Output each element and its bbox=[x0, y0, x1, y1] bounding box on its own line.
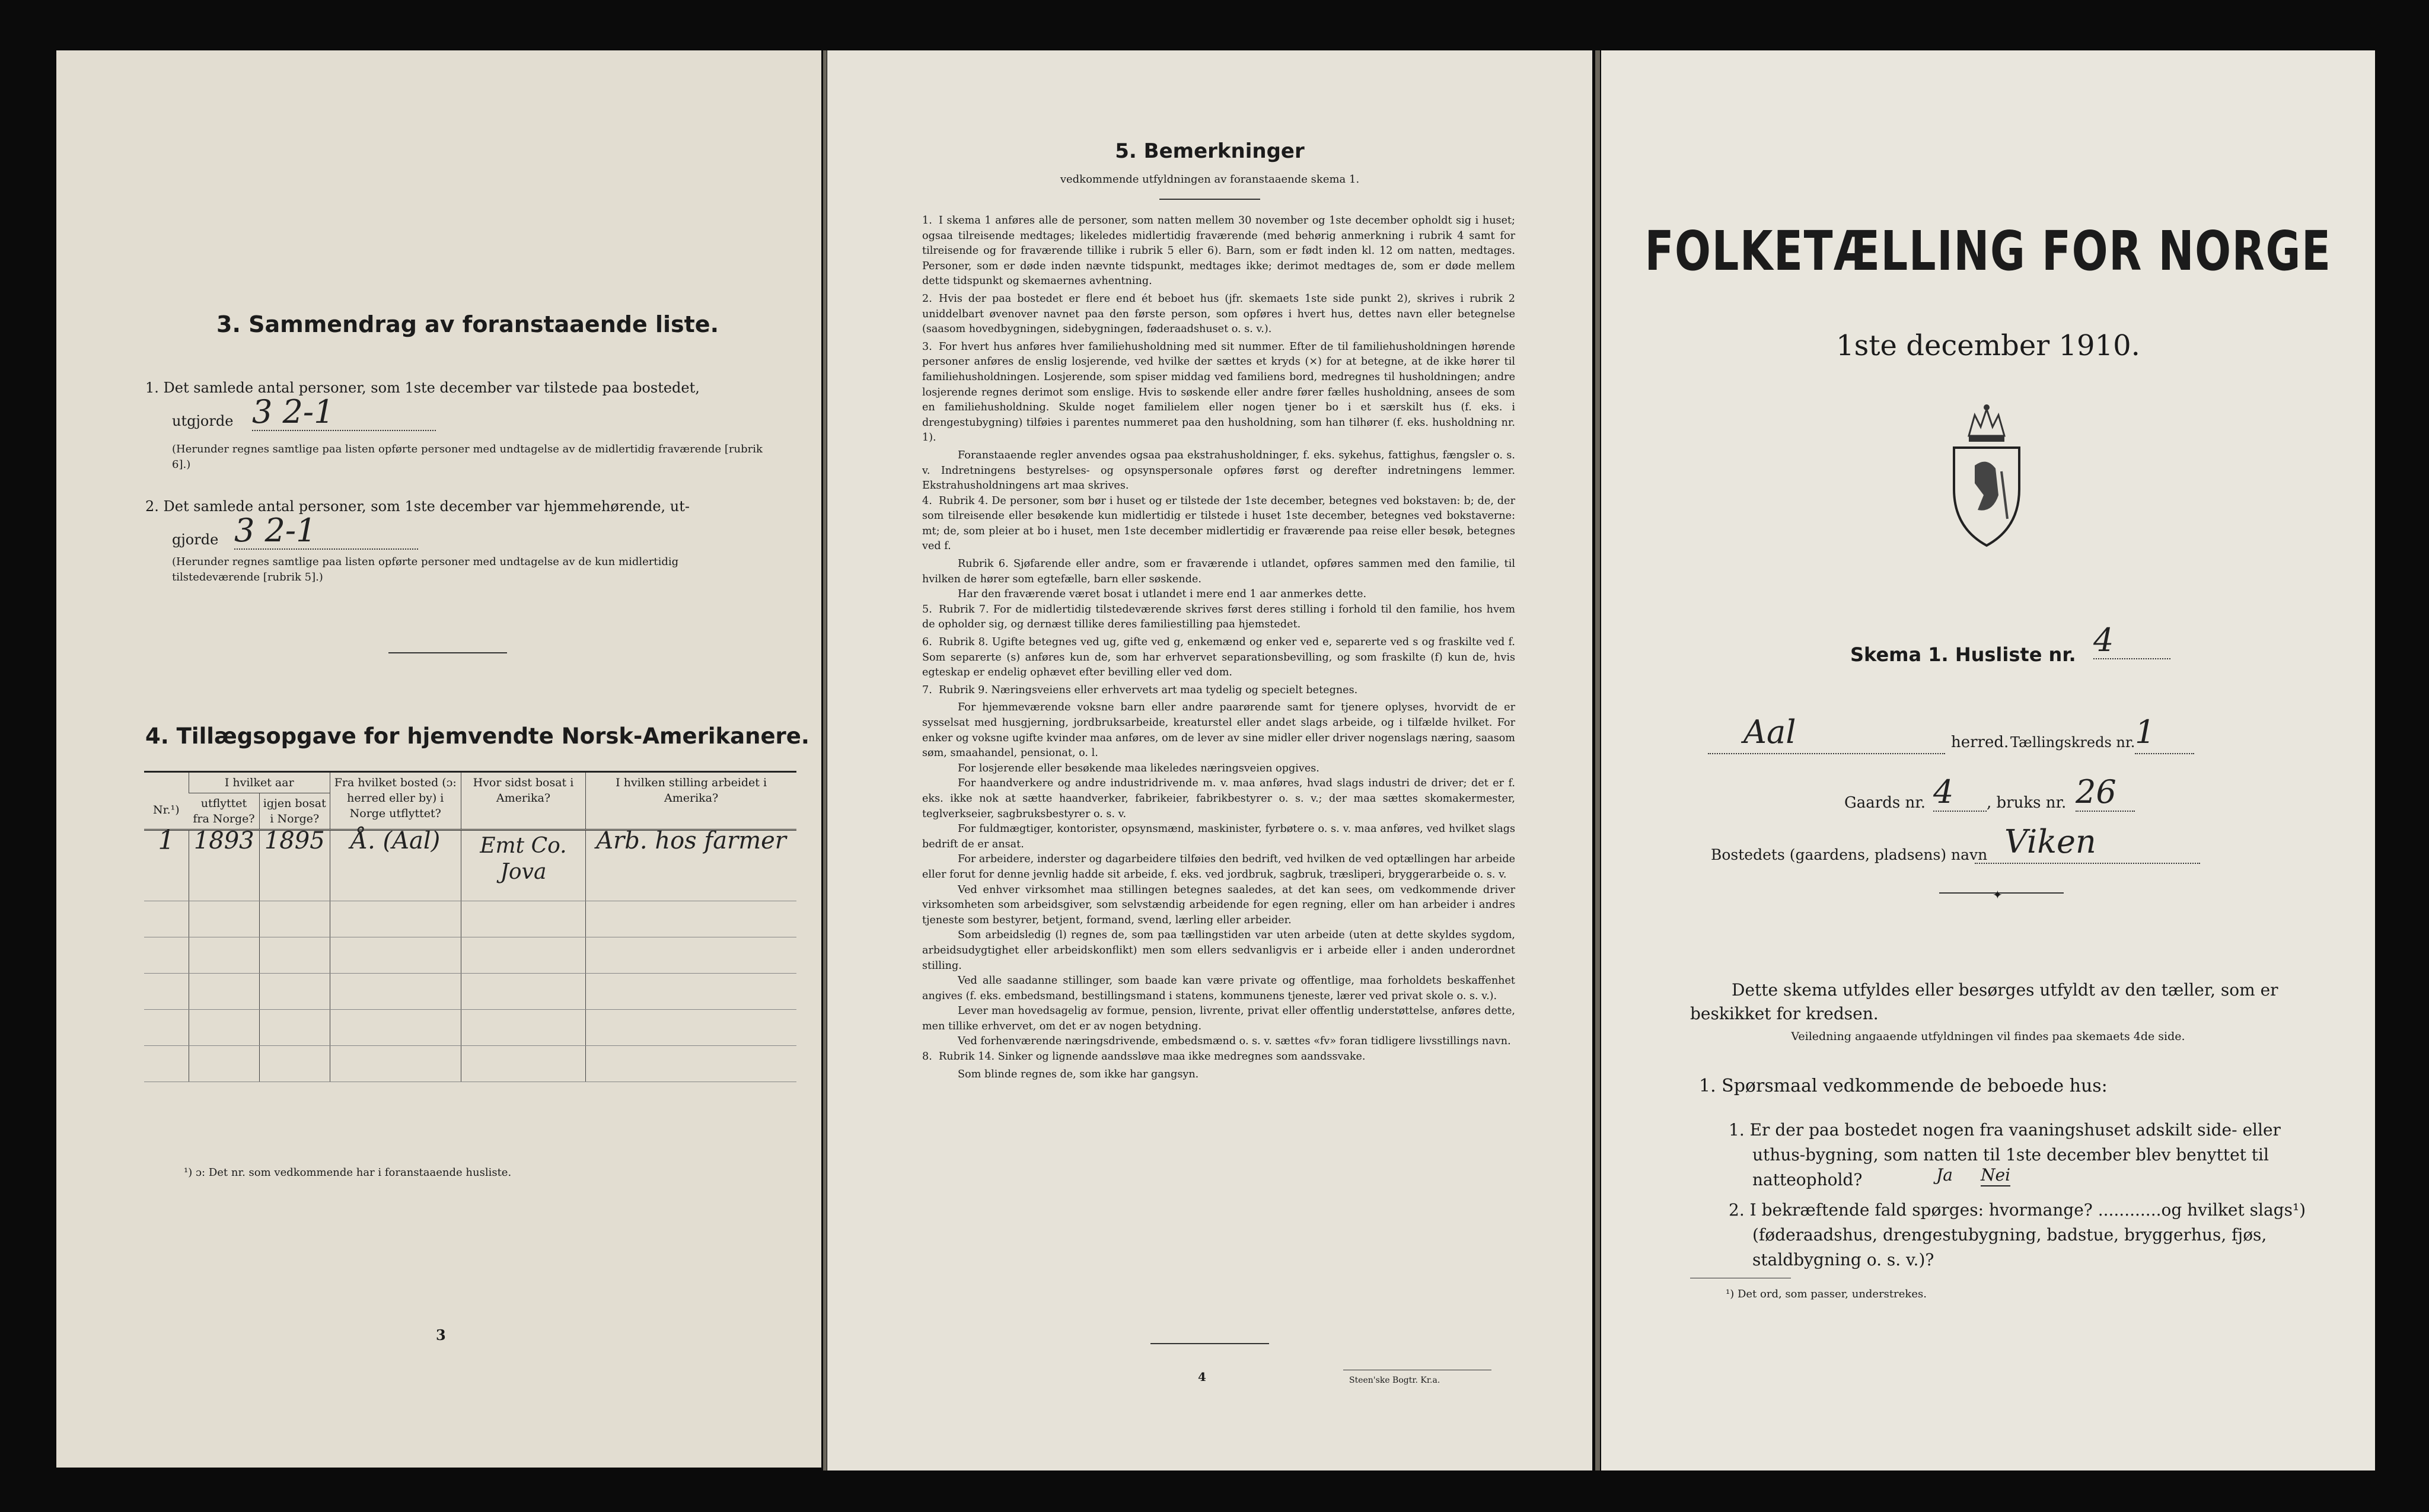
kreds-value[interactable]: 1 bbox=[2135, 712, 2194, 754]
remark-item bbox=[922, 292, 1515, 337]
remarks-list bbox=[922, 213, 1515, 1082]
remark-text: Rubrik 7. For de midlertidig tilstedeværende skrives først deres stilling i forhold til den familie, hos hvem de opholder sig, og dernæst tillike deres familiestilling paa hjemstedet. bbox=[922, 603, 1515, 631]
q2-prefix: gjorde bbox=[172, 531, 219, 548]
remark-item bbox=[922, 776, 1515, 822]
remark-item bbox=[922, 448, 1515, 494]
remark-item bbox=[922, 974, 1515, 1004]
col-year-group: I hvilket aar bbox=[189, 772, 330, 793]
remark-item bbox=[922, 494, 1515, 554]
remark-text: Hvis der paa bostedet er flere end ét beboet hus (jfr. skemaets 1ste side punkt 2), skrives i rubrik 2 uniddelbart øvenover navnet paa den første person, som opføres i hvert hus, dettes navn eller betegnelse (saasom hovedbygningen, sidebygningen, føderaadshuset o. s. v.). bbox=[922, 292, 1515, 336]
col-nr: Nr.¹) bbox=[144, 772, 189, 830]
q2-value[interactable]: 3 2-1 bbox=[234, 513, 418, 550]
page-number: 3 bbox=[436, 1326, 446, 1344]
q2-text: 2. Det samlede antal personer, som 1ste december var hjemmehørende, ut- bbox=[145, 498, 690, 515]
remark-text: Som arbeidsledig (l) regnes de, som paa tællingstiden var uten arbeide (uten at dette skyldes sygdom, arbeidsudygtighet eller arbeidskonflikt) men som ellers sedvanligvis er i arbeide eller i anden underordnet stilling. bbox=[922, 929, 1515, 972]
remark-text: For losjerende eller besøkende maa likeledes næringsveien opgives. bbox=[958, 762, 1319, 774]
remark-number: 2. bbox=[922, 292, 932, 305]
bruks-value[interactable]: 26 bbox=[2076, 774, 2135, 812]
husliste-number[interactable]: 4 bbox=[2093, 623, 2170, 659]
page-middle bbox=[827, 50, 1592, 1470]
remark-text: Rubrik 9. Næringsveiens eller erhvervets art maa tydelig og specielt betegnes. bbox=[939, 684, 1358, 696]
remark-number: 4. bbox=[922, 495, 932, 507]
kreds-label: Tællingskreds nr. bbox=[2010, 734, 2135, 751]
remark-number: 1. bbox=[922, 215, 932, 227]
remark-text: Ved alle saadanne stillinger, som baade kan være private og offentlige, maa forholdets beskaffenhet angives (f. eks. embedsmand, bestillingsmand i statens, kommunens tjeneste, lærer ved privat skole o. s. v.). bbox=[922, 975, 1515, 1002]
bruks-label: , bruks nr. bbox=[1987, 794, 2067, 812]
remarks-subtitle: vedkommende utfyldningen av foranstaaende skema 1. bbox=[1060, 173, 1360, 186]
col-occupation: I hvilken stilling arbeidet i Amerika? bbox=[586, 772, 796, 830]
q2-note: (Herunder regnes samtlige paa listen opførte personer med undtagelse av de kun midlertidig tilstedeværende [rubrik 5].) bbox=[172, 556, 679, 583]
cell-occupation[interactable]: Arb. hos farmer bbox=[586, 830, 796, 901]
remark-item bbox=[922, 928, 1515, 974]
q1-note: (Herunder regnes samtlige paa listen opførte personer med undtagelse av de midlertidig fraværende [rubrik 6].) bbox=[172, 443, 763, 471]
section-4-title: 4. Tillægsopgave for hjemvendte Norsk-Amerikanere. bbox=[145, 723, 809, 749]
page-left bbox=[56, 50, 821, 1468]
cell-last-place[interactable]: Emt Co. Jova bbox=[461, 830, 586, 901]
herred-label: herred. bbox=[1951, 733, 2009, 751]
remark-text: Rubrik 8. Ugifte betegnes ved ug, gifte ved g, enkemænd og enker ved e, separerte ved s og fraskilte ved f. Som separerte (s) anføres kun de, som har erhvervet separationsbevilling, og som fraskilte (f) kun de, hvis egteskap er endelig ophævet efter bevilling eller ved dom. bbox=[922, 636, 1515, 679]
q1-prefix: utgjorde bbox=[172, 413, 234, 429]
remark-item bbox=[922, 883, 1515, 929]
remark-item bbox=[922, 852, 1515, 882]
remark-text: Lever man hovedsagelig av formue, pension, livrente, privat eller offentlig understøttelse, anføres dette, men tillike erhvervet, om det er av nogen betydning. bbox=[922, 1005, 1515, 1032]
table-row bbox=[144, 974, 796, 1010]
answer-nei[interactable]: Nei bbox=[1981, 1165, 2010, 1186]
table-row bbox=[144, 1010, 796, 1046]
question-1: 1. Er der paa bostedet nogen fra vaaningshuset adskilt side- eller uthus-bygning, som natten til 1ste december blev benyttet til natteophold? bbox=[1729, 1120, 2281, 1189]
col-last-place: Hvor sidst bosat i Amerika? bbox=[461, 772, 586, 830]
remark-item bbox=[922, 635, 1515, 681]
remark-text: Foranstaaende regler anvendes ogsaa paa ekstrahusholdninger, f. eks. sykehus, fattighus, fængsler o. s. v. Indretningens bestyrelses- og opsynspersonale opføres først og derefter indretningens lemmer. Ekstrahusholdningens art maa skrives. bbox=[922, 449, 1515, 492]
remark-text: Ved enhver virksomhet maa stillingen betegnes saaledes, at det kan sees, om vedkommende driver virksomheten som arbeidsgiver, som selvstændig arbeidende for egen regning, eller om han arbeider i andres tjeneste som bestyrer, betjent, formand, svend, lærling eller arbeider. bbox=[922, 883, 1515, 926]
remark-text: Har den fraværende været bosat i utlandet i mere end 1 aar anmerkes dette. bbox=[958, 588, 1367, 601]
col-emigrated: utflyttet fra Norge? bbox=[189, 793, 259, 830]
remark-text: Som blinde regnes de, som ikke har gangsyn. bbox=[958, 1068, 1199, 1080]
table-row bbox=[144, 901, 796, 937]
ornament-icon: ✦ bbox=[1993, 888, 2003, 902]
remark-item bbox=[922, 761, 1515, 777]
printer-mark: Steen'ske Bogtr. Kr.a. bbox=[1349, 1376, 1440, 1385]
gaards-label: Gaards nr. bbox=[1844, 794, 1926, 812]
q1-value[interactable]: 3 2-1 bbox=[252, 394, 436, 431]
spine-left bbox=[823, 50, 827, 1470]
cell-returned[interactable]: 1895 bbox=[259, 830, 330, 901]
remark-item bbox=[922, 1050, 1515, 1065]
table-row bbox=[144, 937, 796, 974]
returnees-table bbox=[144, 771, 796, 1082]
question-2: 2. I bekræftende fald spørges: hvormange? ............og hvilket slags¹) (føderaadshus, drengestubygning, badstue, bryggerhus, fjøs, staldbygning o. s. v.)? bbox=[1729, 1200, 2306, 1269]
remark-item bbox=[922, 683, 1515, 698]
remark-number: 5. bbox=[922, 603, 932, 615]
table-row bbox=[144, 1046, 796, 1082]
remark-number: 3. bbox=[922, 340, 932, 353]
remark-text: Ved forhenværende næringsdrivende, embedsmænd o. s. v. sættes «fv» foran tidligere livsstillings navn. bbox=[958, 1035, 1511, 1048]
remark-text: For arbeidere, inderster og dagarbeidere tilføies den bedrift, ved hvilken de ved optællingen har arbeide eller forut for denne jevnlig hadde sit arbeide, f. eks. ved jordbruk, sagbruk, træsliperi, bryggerarbeide o. s. v. bbox=[922, 853, 1515, 881]
col-returned: igjen bosat i Norge? bbox=[259, 793, 330, 830]
bosted-value[interactable]: Viken bbox=[1975, 821, 2200, 864]
remark-item bbox=[922, 340, 1515, 446]
col-origin: Fra hvilket bosted (ɔ: herred eller by) i Norge utflyttet? bbox=[330, 772, 461, 830]
remark-item bbox=[922, 1067, 1515, 1083]
herred-value[interactable]: Aal bbox=[1708, 712, 1945, 754]
census-title: FOLKETÆLLING FOR NORGE bbox=[1644, 219, 2332, 283]
remark-text: For hjemmeværende voksne barn eller andre paarørende samt for tjenere oplyses, hvorvidt de er sysselsat med husgjerning, jordbruksarbeide, kreaturstel eller andet slags arbeide, og i tilfælde hvilket. For enker og voksne ugifte kvinder maa anføres, om de lever av sine midler eller driver nogenslags næring, saasom søm, smaahandel, pensionat, o. l. bbox=[922, 701, 1515, 760]
coat-of-arms-icon bbox=[1942, 400, 2031, 548]
section-3-title: 3. Sammendrag av foranstaaende liste. bbox=[216, 311, 719, 337]
skema-label: Skema 1. Husliste nr. bbox=[1850, 643, 2076, 666]
remark-item bbox=[922, 1004, 1515, 1034]
remark-text: I skema 1 anføres alle de personer, som natten mellem 30 november og 1ste december opholdt sig i huset; ogsaa tilreisende medtages; likeledes midlertidig fraværende (med behørig anmerkning i rubrik 4 samt for tilreisende og for fraværende tillike i rubrik 5 eller 6). Barn, som er født inden kl. 12 om natten, medtages. Personer, som er døde inden nævnte tidspunkt, medtages ikke; derimot medtages de, som er døde mellem dette tidspunkt og skemaernes avhentning. bbox=[922, 215, 1515, 288]
remark-number: 7. bbox=[922, 684, 932, 696]
cell-origin[interactable]: Å. (Aal) bbox=[330, 830, 461, 901]
spine-right bbox=[1595, 50, 1600, 1470]
remark-number: 6. bbox=[922, 636, 932, 649]
cell-nr[interactable]: 1 bbox=[144, 830, 189, 901]
census-date: 1ste december 1910. bbox=[1836, 329, 2140, 362]
remark-item bbox=[922, 822, 1515, 852]
cell-emigrated[interactable]: 1893 bbox=[189, 830, 259, 901]
intro-text: Dette skema utfyldes eller besørges utfyldt av den tæller, som er beskikket for kredsen. bbox=[1690, 980, 2278, 1023]
remark-text: For hvert hus anføres hver familiehusholdning med sit nummer. Efter de til familiehusholdningen hørende personer anføres de enslig losjerende, ved hvilke der sættes et kryds (×) for at betegne, at de ikke hører til familiehusholdningen. Losjerende, som spiser middag ved familiens bord, medregnes til husholdningen; andre losjerende regnes derimot som enslige. Hvis to søskende eller andre fører fælles husholdning, ansees de som en familiehusholdning. Skulde noget familielem eller nogen tjener bo i et særskilt hus (f. eks. i drengestubygning) tilføies i parentes nummeret paa den husholdning, som han tilhører (f. eks. husholdning nr. 1). bbox=[922, 340, 1515, 444]
questions-title: 1. Spørsmaal vedkommende de beboede hus: bbox=[1699, 1076, 2108, 1096]
answer-ja[interactable]: Ja bbox=[1936, 1165, 1953, 1185]
remark-item bbox=[922, 557, 1515, 587]
remark-item bbox=[922, 213, 1515, 289]
table-footnote: ¹) ɔ: Det nr. som vedkommende har i foranstaaende husliste. bbox=[184, 1166, 512, 1179]
remark-number: 8. bbox=[922, 1051, 932, 1063]
remark-text: For haandverkere og andre industridrivende m. v. maa anføres, hvad slags industri de driver; det er f. eks. ikke nok at sætte haandverker, fabrikeier, fabrikbestyrer o. s. v.; der maa sættes skomakermester, teglverkseier, sagbruksbestyrer o. s. v. bbox=[922, 777, 1515, 820]
intro-note: Veiledning angaaende utfyldningen vil findes paa skemaets 4de side. bbox=[1791, 1030, 2185, 1043]
divider bbox=[1159, 199, 1260, 200]
table-row bbox=[144, 830, 796, 901]
q1-text: 1. Det samlede antal personer, som 1ste december var tilstede paa bostedet, bbox=[145, 379, 700, 396]
remark-item bbox=[922, 602, 1515, 633]
page-number: 4 bbox=[1198, 1370, 1206, 1384]
remark-item bbox=[922, 1034, 1515, 1050]
page3-footnote: ¹) Det ord, som passer, understrekes. bbox=[1726, 1288, 1927, 1300]
page-right bbox=[1601, 50, 2375, 1470]
remark-text: For fuldmægtiger, kontorister, opsynsmænd, maskinister, fyrbøtere o. s. v. maa anføres, ved hvilket slags bedrift de er ansat. bbox=[922, 823, 1515, 850]
remark-item bbox=[922, 587, 1515, 602]
divider bbox=[388, 652, 507, 653]
remark-text: Rubrik 14. Sinker og lignende aandssløve maa ikke medregnes som aandssvake. bbox=[939, 1051, 1366, 1063]
bosted-label: Bostedets (gaardens, pladsens) navn bbox=[1711, 846, 1988, 863]
divider bbox=[1150, 1343, 1269, 1344]
remark-text: Rubrik 4. De personer, som bør i huset og er tilstede der 1ste december, betegnes ved bokstaven: b; de, der som tilreisende eller besøkende kun midlertidig er tilstede i huset 1ste december, betegnes ved bokstaverne: mt; de, som pleier at bo i huset, men 1ste december midlertidig er fraværende paa reise eller besøk, betegnes ved f. bbox=[922, 495, 1515, 553]
remark-text: Rubrik 6. Sjøfarende eller andre, som er fraværende i utlandet, opføres sammen med den familie, til hvilken de hører som egtefælle, barn eller søskende. bbox=[922, 558, 1515, 585]
remarks-title: 5. Bemerkninger bbox=[1115, 139, 1305, 163]
remark-item bbox=[922, 700, 1515, 761]
gaards-value[interactable]: 4 bbox=[1933, 774, 1987, 812]
